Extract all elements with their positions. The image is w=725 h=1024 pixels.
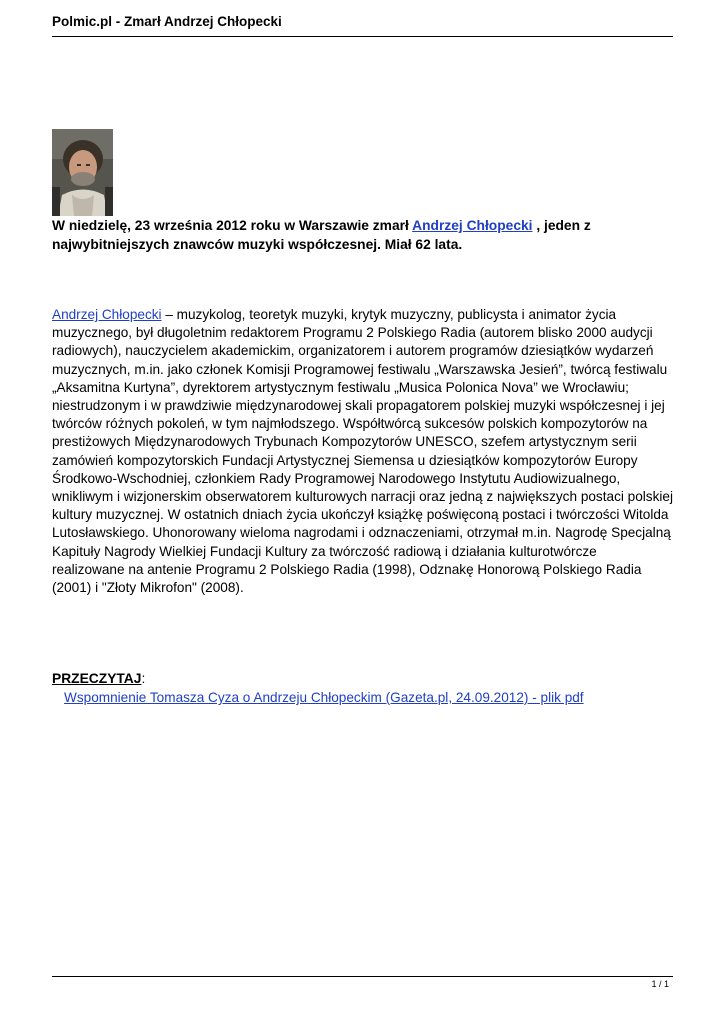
lead-paragraph bbox=[52, 216, 673, 254]
page-title: Polmic.pl - Zmarł Andrzej Chłopecki bbox=[52, 14, 282, 29]
bio-text: – muzykolog, teoretyk muzyki, krytyk muzyczny, publicysta i animator życia muzycznego, był długoletnim redaktorem Programu 2 Polskiego Radia (autorem blisko 2000 audycji radiowych), nauczycielem akademickim, organizatorem i autorem programów dziesiątków wydarzeń muzycznych, m.in. jako członek Komisji Programowej festiwalu „Warszawska Jesień”, twórcą festiwalu „Aksamitna Kurtyna”, dyrektorem artystycznym festiwalu „Musica Polonica Nova” we Wrocławiu; niestrudzonym i w prawdziwie międzynarodowej skali propagatorem polskiej muzyki współczesnej i jej twórców różnych pokoleń, w tym najmłodszego. Współtwórcą sukcesów polskich kompozytorów na prestiżowych Międzynarodowych Trybunach Kompozytorów UNESCO, szefem artystycznym serii zamówień kompozytorskich Fundacji Artystycznej Siemensa u dziesiątków kompozytorów Europy Środkowo-Wschodniej, członkiem Rady Programowej Narodowego Instytutu Audiowizualnego, wnikliwym i wizjonerskim obserwatorem kulturowych narracji oraz jedną z największych postaci polskiej kultury muzycznej. W ostatnich dniach życia ukończył książkę poświęconą postaci i twórczości Witolda Lutosławskiego. Uhonorowany wieloma nagrodami i odznaczeniami, otrzymał m.in. Nagrodę Specjalną Kapituły Nagrody Wielkiej Fundacji Kultury za twórczość radiową i działania kulturotwórcze realizowane na antenie Programu 2 Polskiego Radia (1998), Odznakę Honorową Polskiego Radia (2001) i "Złoty Mikrofon" (2008). bbox=[52, 307, 673, 596]
person-link[interactable]: Andrzej Chłopecki bbox=[412, 218, 533, 233]
bio-paragraph bbox=[52, 306, 673, 597]
read-more-label: PRZECZYTAJ bbox=[52, 671, 142, 686]
page-number: 1 / 1 bbox=[651, 979, 669, 989]
read-more-heading bbox=[52, 671, 145, 686]
header-divider bbox=[52, 36, 673, 37]
portrait-photo bbox=[52, 129, 113, 216]
bio-person-link[interactable]: Andrzej Chłopecki bbox=[52, 307, 162, 322]
lead-text-after: , jeden z najwybitniejszych znawców muzyki współczesnej. Miał 62 lata. bbox=[52, 218, 591, 252]
pdf-article-link[interactable]: Wspomnienie Tomasza Cyza o Andrzeju Chłopeckim (Gazeta.pl, 24.09.2012) - plik pdf bbox=[64, 690, 584, 705]
read-more-colon: : bbox=[141, 671, 146, 686]
footer-divider bbox=[52, 976, 673, 977]
portrait-image bbox=[52, 129, 113, 216]
lead-text-before: W niedzielę, 23 września 2012 roku w Warszawie zmarł bbox=[52, 218, 413, 233]
